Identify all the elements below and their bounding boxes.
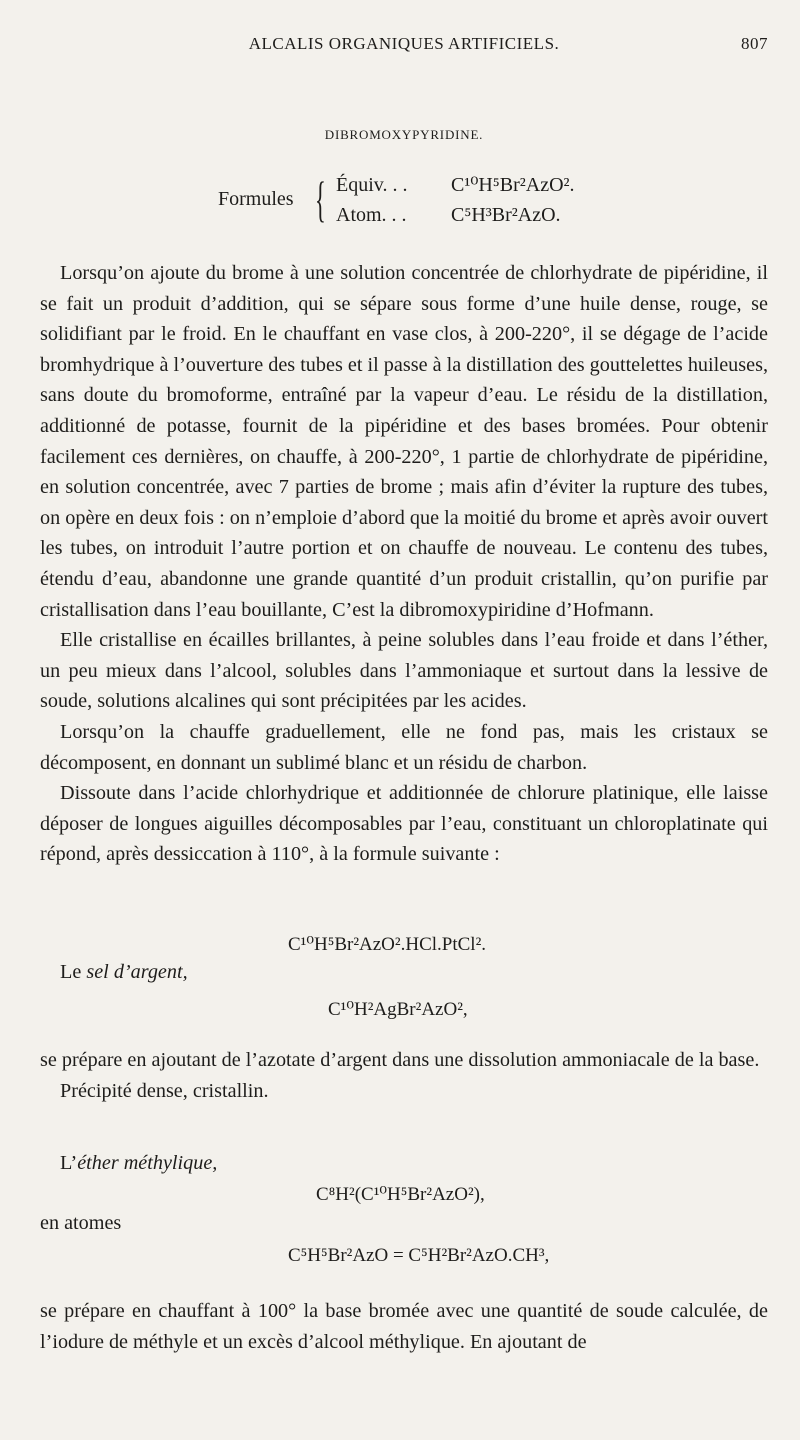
silver-salt-prefix: Le xyxy=(60,961,87,983)
section-title: DIBROMOXYPYRIDINE. xyxy=(324,127,484,142)
methyl-ether-text xyxy=(40,1296,768,1357)
en-atomes-label: en atomes xyxy=(40,1212,122,1234)
silver-salt-preparation: se prépare en ajoutant de l’azotate d’argent dans une dissolution ammoniacale de la base. xyxy=(40,1049,760,1071)
silver-salt-text xyxy=(40,1045,768,1106)
formula-row-equiv xyxy=(336,172,575,197)
formulas-label: Formules xyxy=(218,188,294,210)
paragraph-chloroplatinate: Dissoute dans l’acide chlorhydrique et additionnée de chlorure platinique, elle laisse déposer de longues aiguilles décomposables par l’eau, constituant un chloroplatinate qui répond, après dessiccation à 110°, à la formule suivante : xyxy=(40,782,768,866)
methyl-ether-preparation: se prépare en chauffant à 100° la base bromée avec une quantité de soude calculée, de l’iodure de méthyle et un excès d’alcool méthylique. En ajoutant de xyxy=(40,1300,768,1353)
formula-name: Équiv. . . xyxy=(336,174,408,196)
silver-salt-description: Précipité dense, cristallin. xyxy=(60,1079,269,1102)
methyl-ether-intro xyxy=(60,1152,217,1175)
methyl-ether-prefix: L’ xyxy=(60,1152,78,1174)
page-number: 807 xyxy=(741,34,768,53)
brace-glyph: { xyxy=(315,171,326,227)
paragraph-heating: Lorsqu’on la chauffe graduellement, elle ne fond pas, mais les cristaux se décomposent, en donnant un sublimé blanc et un résidu de charbon. xyxy=(40,720,768,774)
silver-salt-intro xyxy=(60,961,188,984)
formula-row-atom xyxy=(336,204,561,227)
formula-value: C⁵H³Br²AzO. xyxy=(451,204,561,226)
methyl-ether-heading: éther méthylique, xyxy=(77,1152,218,1174)
paragraph-preparation: Lorsqu’on ajoute du brome à une solution concentrée de chlorhydrate de pipéridine, il se fait un produit d’addition, qui se sépare sous forme d’une huile dense, rouge, se solidifiant par le froid. En le chauffant en vase clos, à 200-220°, il se dégage de l’acide bromhydrique à l’ouverture des tubes et il passe à la distillation des gouttelettes huileuses, sans doute du bromoforme, entraîné par la vapeur d’eau. Le résidu de la distillation, additionné de potasse, fournit de la pipéridine et des bases bromées. Pour obtenir facilement ces dernières, on chauffe, à 200-220°, 1 partie de chlorhydrate de pipéridine, en solution concentrée, avec 7 parties de brome ; mais afin d’éviter la rupture des tubes, on opère en deux fois : on n’emploie d’abord que la moitié du brome et après avoir ouvert les tubes, on introduit l’autre portion et on chauffe de nouveau. Le contenu des tubes, étendu d’eau, abandonne une grande quantité d’un produit cristallin, qu’on purifie par cristallisation dans l’eau bouillante, C’est la dibromoxypiridine d’Hofmann. xyxy=(40,262,768,621)
equation-silver-salt: C¹⁰H²AgBr²AzO², xyxy=(328,999,468,1020)
formula-name: Atom. . . xyxy=(336,204,407,226)
formulas-block xyxy=(218,172,618,232)
formula-value: C¹⁰H⁵Br²AzO². xyxy=(451,174,575,196)
body-paragraphs xyxy=(40,258,768,870)
silver-salt-heading: sel d’argent, xyxy=(86,961,188,983)
running-title: ALCALIS ORGANIQUES ARTIFICIELS. xyxy=(248,34,560,53)
paragraph-properties: Elle cristallise en écailles brillantes, à peine solubles dans l’eau froide et dans l’éther, un peu mieux dans l’alcool, solubles dans l’ammoniaque et surtout dans la lessive de soude, solutions alcalines qui sont précipitées par les acides. xyxy=(40,629,768,713)
equation-methyl-ether: C⁸H²(C¹⁰H⁵Br²AzO²), xyxy=(316,1184,485,1205)
equation-atoms: C⁵H⁵Br²AzO = C⁵H²Br²AzO.CH³, xyxy=(288,1245,550,1266)
equation-chloroplatinate: C¹⁰H⁵Br²AzO².HCl.PtCl². xyxy=(288,934,487,955)
running-head xyxy=(40,34,768,58)
